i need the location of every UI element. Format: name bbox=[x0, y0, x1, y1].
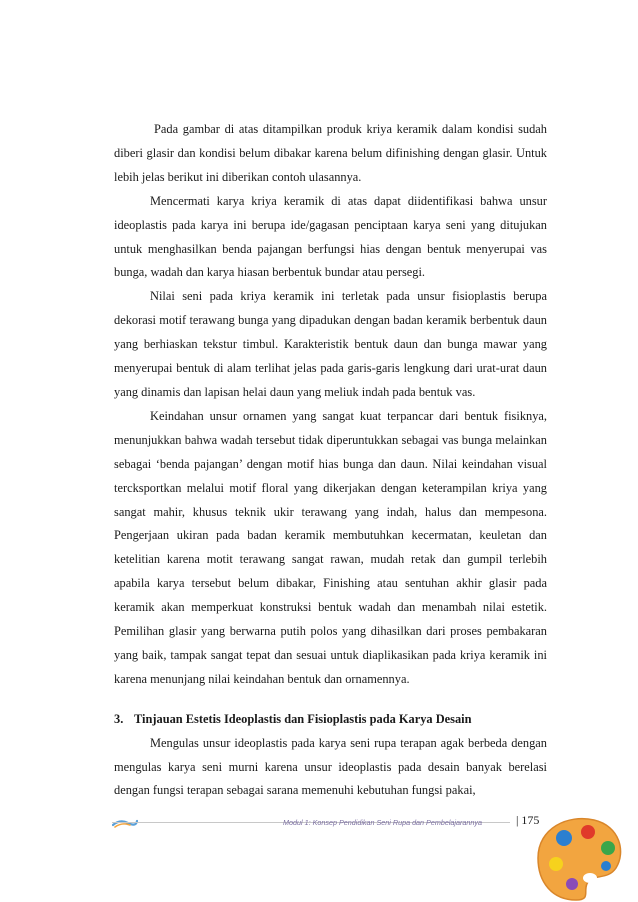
swoosh-icon bbox=[112, 818, 138, 828]
paragraph-2: Mencermati karya kriya keramik di atas dapat diidentifikasi bahwa unsur ideoplastis pada karya ini berupa ide/gagasan penciptaan karya seni yang ditujukan untuk menghasilkan benda pajangan berfungsi hias dengan bentuk menyerupai vas bunga, wadah dan karya hiasan berbentuk bundar atau persegi. bbox=[114, 193, 547, 280]
footer-module-title: Modul 1: Konsep Pendidikan Seni Rupa dan Pembelajarannya bbox=[283, 818, 482, 827]
body-text bbox=[114, 118, 547, 803]
paint-palette-icon bbox=[528, 808, 628, 902]
section-title: Tinjauan Estetis Ideoplastis dan Fisioplastis pada Karya Desain bbox=[134, 711, 472, 726]
section-heading bbox=[114, 708, 547, 732]
section-paragraph: Mengulas unsur ideoplastis pada karya seni rupa terapan agak berbeda dengan mengulas karya seni murni karena unsur ideoplastis pada desain banyak berelasi dengan fungsi terapan sebagai sarana memenuhi kebutuhan fungsi pakai, bbox=[114, 735, 547, 798]
paragraph-4: Keindahan unsur ornamen yang sangat kuat terpancar dari bentuk fisiknya, menunjukkan bahwa wadah tersebut tidak diperuntukkan sebagai vas bunga melainkan sebagai ‘benda pajangan’ dengan motif hias bunga dan daun. Nilai keindahan visual tercksportkan melalui motif floral yang dikerjakan dengan keterampilan kriya yang sangat mahir, khusus teknik ukir terawang yang indah, halus dan mempesona. Pengerjaan ukiran pada badan keramik membutuhkan kecermatan, keuletan dan ketelitian karena motit terawang sangat rawan, mudah retak dan gumpil terlebih apabila karya tersebut belum dibakar, Finishing atau sentuhan akhir glasir pada keramik akan memperkuat konstruksi bentuk wadah dan menambah nilai estetik. Pemilihan glasir yang berwarna putih polos yang dihasilkan dari proses pembakaran yang baik, tampak sangat tepat dan sesuai untuk diaplikasikan pada kriya keramik ini karena menunjang nilai keindahan bentuk dan ornamennya. bbox=[114, 408, 547, 686]
paragraph-1: Pada gambar di atas ditampilkan produk kriya keramik dalam kondisi sudah diberi glasir dan kondisi belum dibakar karena belum difinishing dengan glasir. Untuk lebih jelas berikut ini diberikan contoh ulasannya. bbox=[114, 122, 547, 184]
page-number: | 175 bbox=[516, 813, 540, 827]
paragraph-3: Nilai seni pada kriya keramik ini terletak pada unsur fisioplastis berupa dekorasi motif terawang bunga yang dipadukan dengan badan keramik berbentuk daun yang berhiaskan tekstur timbul. Karakteristik bentuk daun dan bunga mawar yang menyerupai bentuk di alam terlihat jelas pada garis-garis lengkung dari urat-urat daun yang dinamis dan lapisan helai daun yang meliuk indah pada bentuk vas. bbox=[114, 289, 547, 399]
section-number: 3. bbox=[114, 711, 124, 726]
